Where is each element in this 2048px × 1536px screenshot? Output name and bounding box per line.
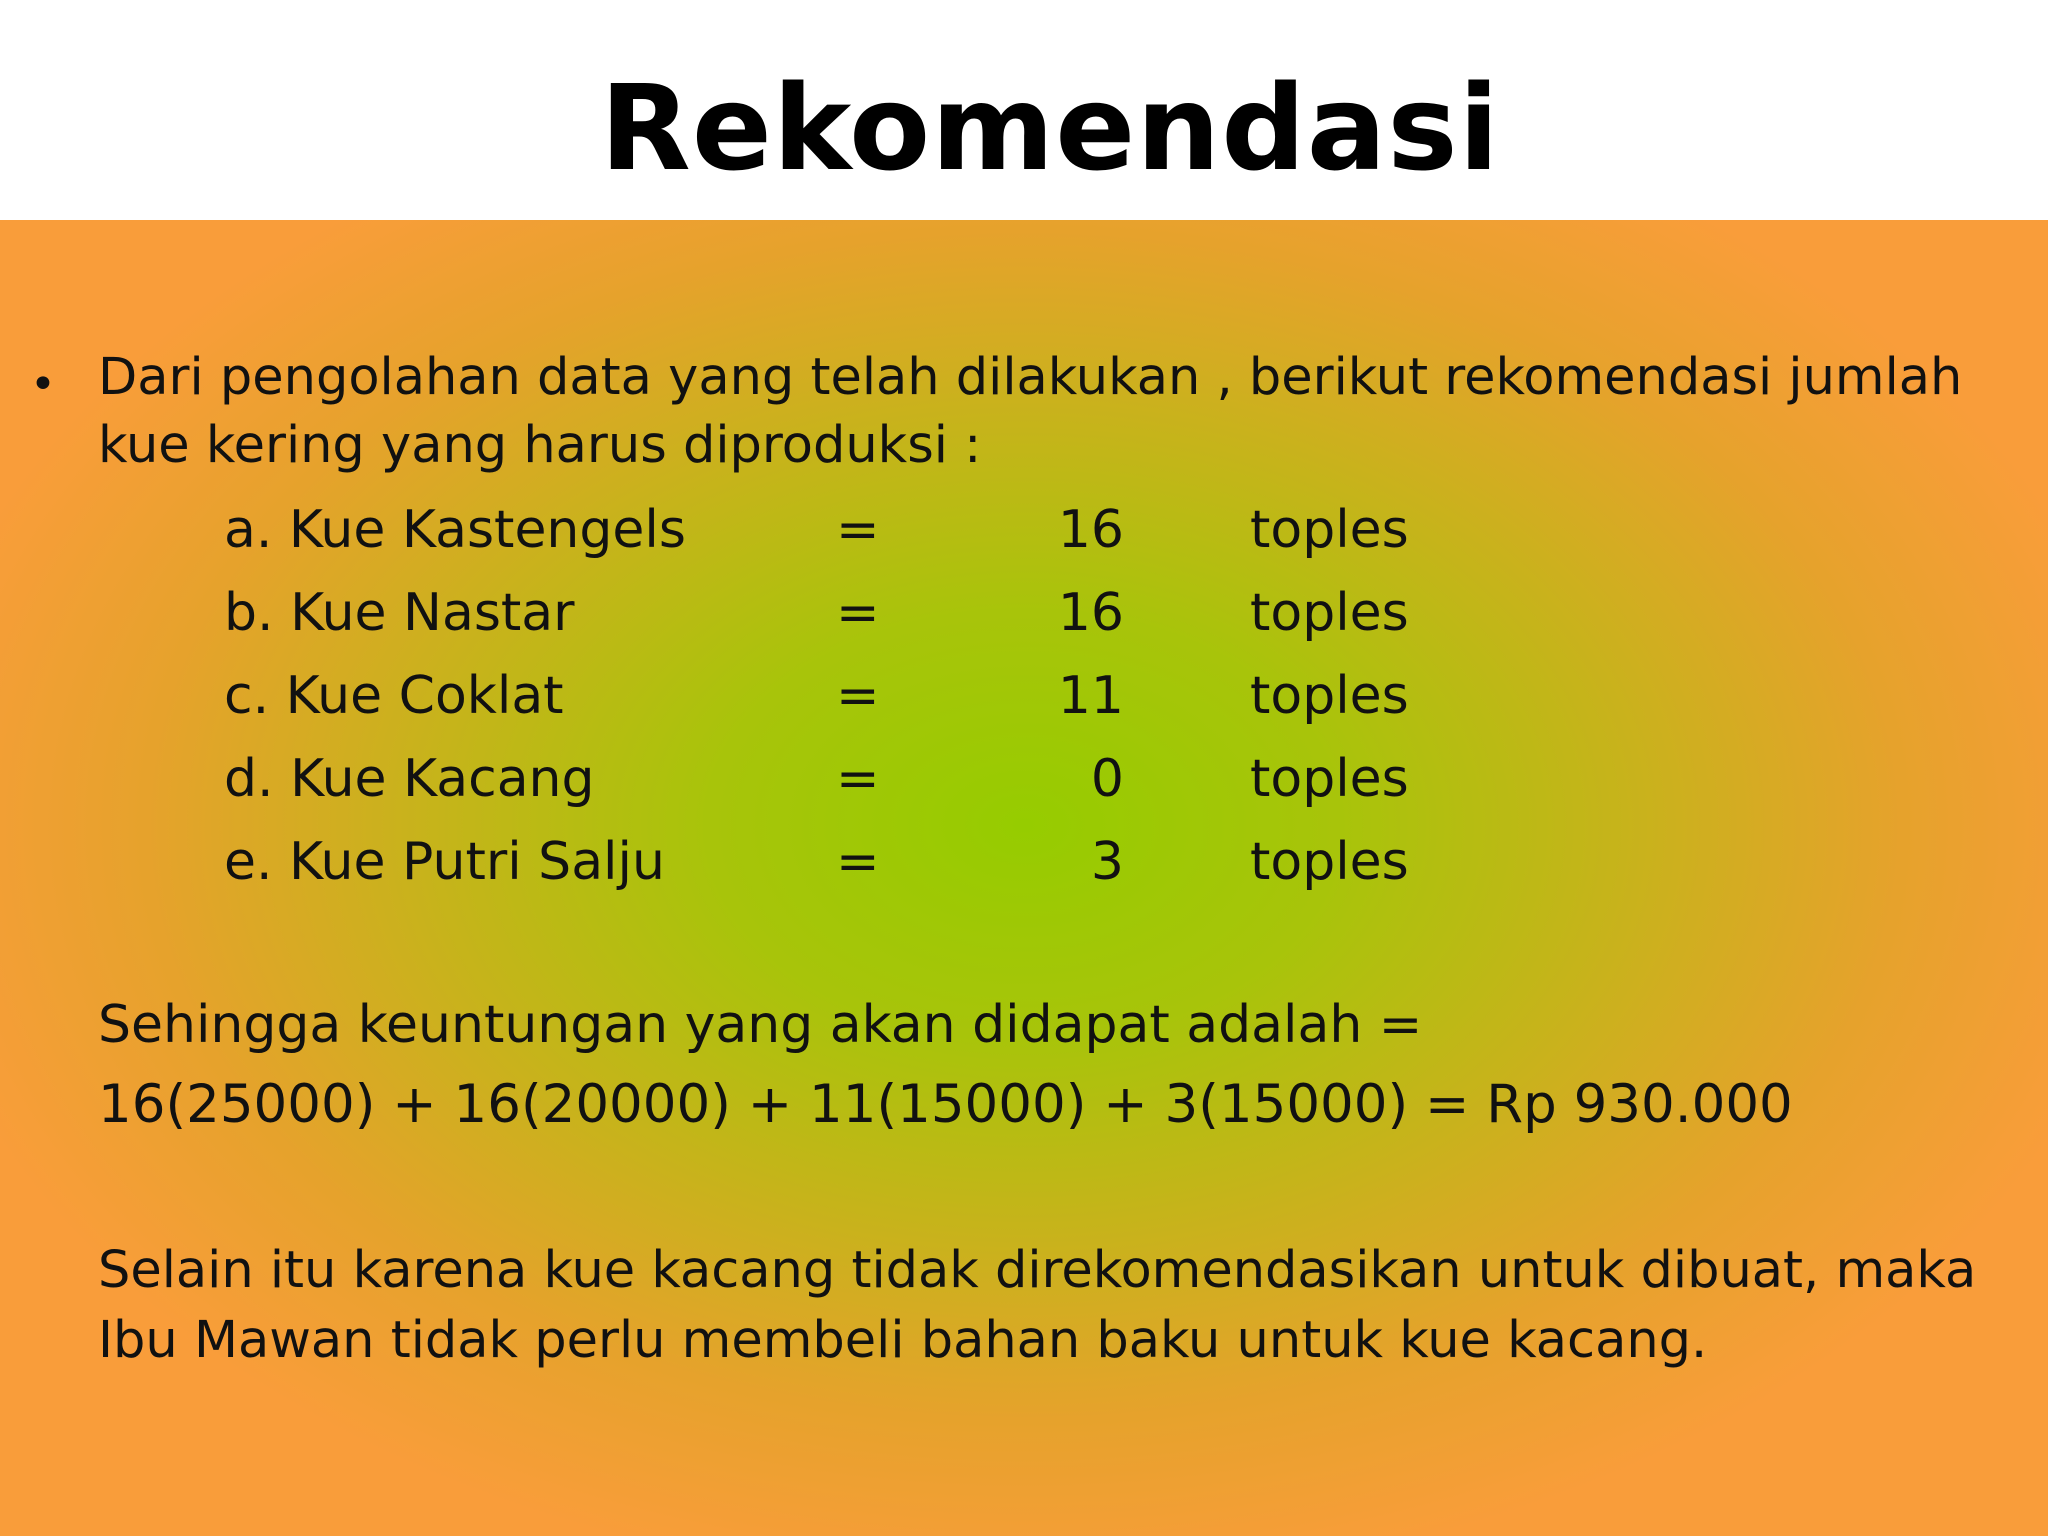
recommendation-row-putri-salju: [224, 824, 1524, 907]
recommendation-label: c. Kue Coklat: [224, 666, 564, 726]
recommendation-quantity: 16: [1057, 500, 1124, 560]
recommendation-quantity: 11: [1057, 666, 1124, 726]
recommendation-quantity: 16: [1057, 583, 1124, 643]
recommendation-list: [224, 492, 1524, 907]
equals-sign: =: [836, 666, 880, 726]
recommendation-quantity: 3: [1090, 832, 1124, 892]
recommendation-row-kastengels: [224, 492, 1524, 575]
recommendation-label: a. Kue Kastengels: [224, 500, 686, 560]
profit-formula: 16(25000) + 16(20000) + 11(15000) + 3(15000) = Rp 930.000: [98, 1074, 1793, 1135]
slide-title: Rekomendasi: [599, 59, 1501, 197]
equals-sign: =: [836, 832, 880, 892]
closing-paragraph: Selain itu karena kue kacang tidak direkomendasikan untuk dibuat, maka Ibu Mawan tidak perlu membeli bahan baku untuk kue kacang.: [98, 1241, 1977, 1370]
equals-sign: =: [836, 749, 880, 809]
recommendation-row-nastar: [224, 575, 1524, 658]
recommendation-unit: toples: [1250, 832, 1409, 892]
recommendation-label: b. Kue Nastar: [224, 583, 575, 643]
equals-sign: =: [836, 500, 880, 560]
recommendation-label: e. Kue Putri Salju: [224, 832, 665, 892]
slide-header: [0, 0, 2048, 220]
recommendation-quantity: 0: [1090, 749, 1124, 809]
profit-statement: Sehingga keuntungan yang akan didapat adalah =: [98, 995, 1423, 1055]
recommendation-unit: toples: [1250, 666, 1409, 726]
recommendation-label: d. Kue Kacang: [224, 749, 595, 809]
recommendation-unit: toples: [1250, 500, 1409, 560]
recommendation-row-kacang: [224, 741, 1524, 824]
intro-paragraph: Dari pengolahan data yang telah dilakukan , berikut rekomendasi jumlah kue kering yang harus diproduksi :: [98, 348, 1963, 475]
equals-sign: =: [836, 583, 880, 643]
bullet-marker: •: [30, 359, 56, 410]
recommendation-unit: toples: [1250, 583, 1409, 643]
recommendation-row-coklat: [224, 658, 1524, 741]
recommendation-unit: toples: [1250, 749, 1409, 809]
